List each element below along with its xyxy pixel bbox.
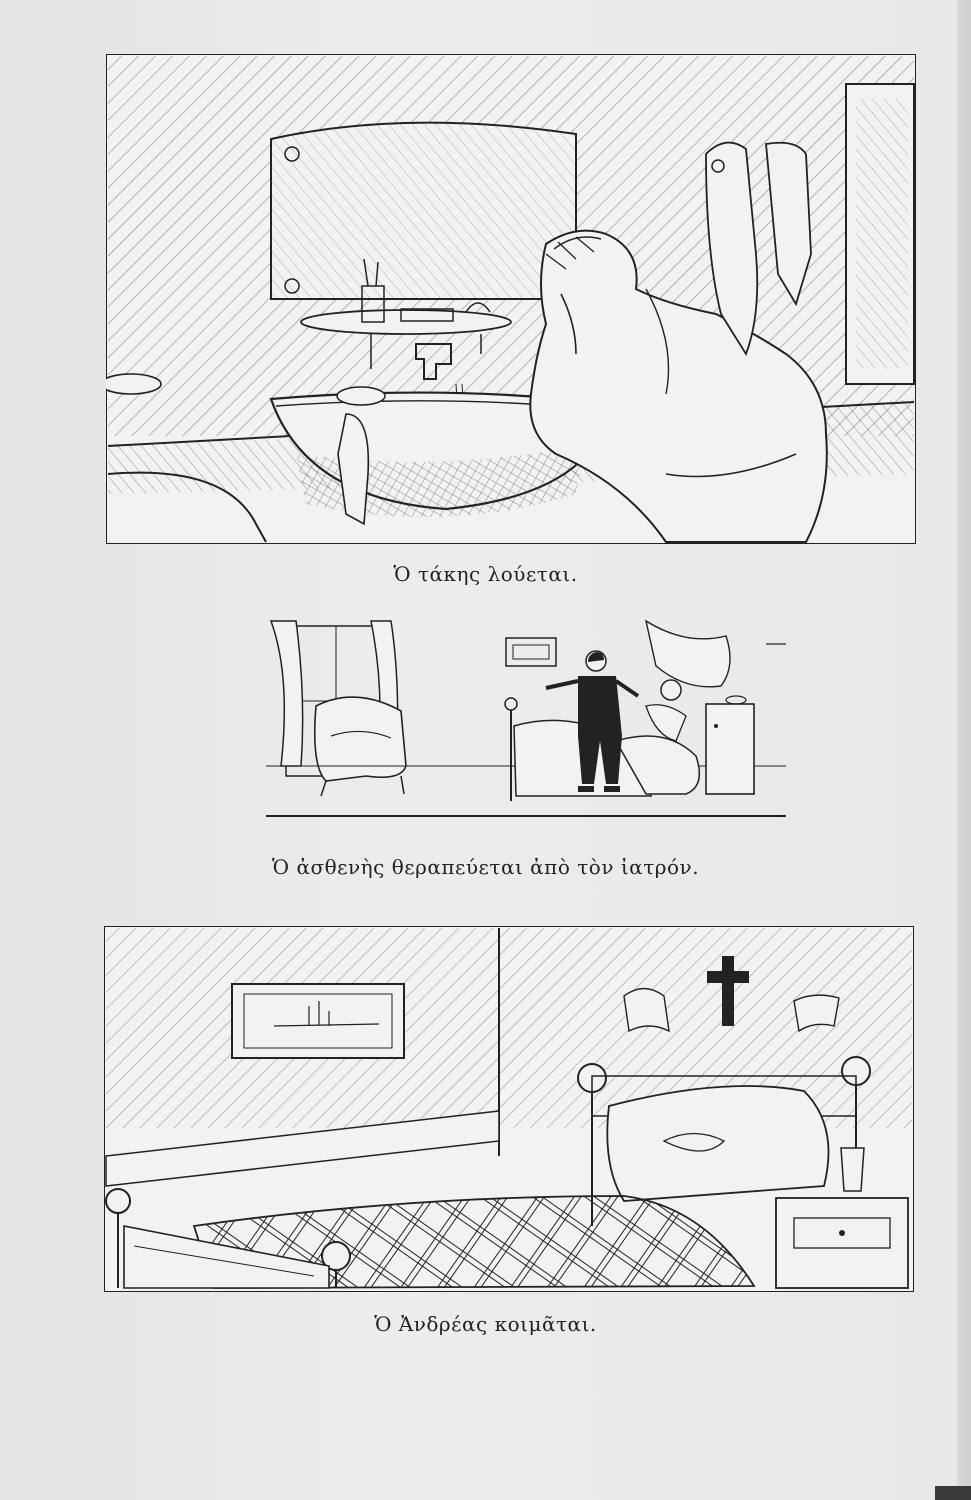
caption-bathroom: Ὁ τάκης λούεται. — [393, 562, 578, 586]
page-corner-shadow — [935, 1486, 971, 1500]
caption-doctor-visit: Ὁ ἀσθενὴς θεραπεύεται ἀπὸ τὸν ἰατρόν. — [271, 855, 700, 879]
illustration-doctor-visit — [266, 616, 786, 822]
illustration-bathroom — [106, 54, 916, 544]
illustration-bedroom — [104, 926, 914, 1292]
caption-bedroom: Ὁ Ἀνδρέας κοιμᾶται. — [374, 1312, 597, 1336]
page-edge — [957, 0, 971, 1500]
